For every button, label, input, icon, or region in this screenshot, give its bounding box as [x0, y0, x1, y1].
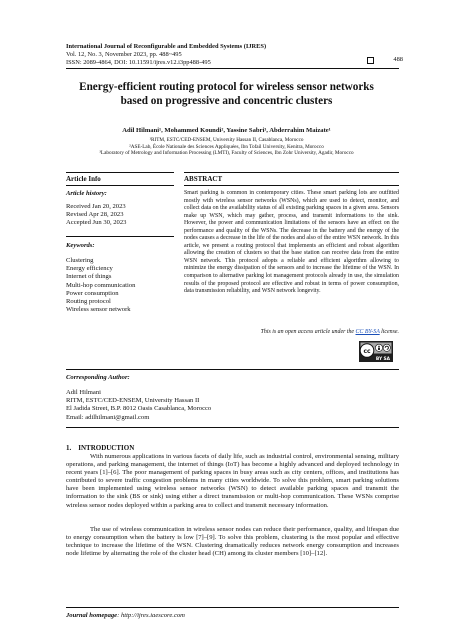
keyword-item: Multi-hop communication	[66, 281, 136, 289]
square-icon	[367, 57, 374, 64]
title-line-1: Energy-efficient routing protocol for wireless sensor networks	[79, 81, 374, 93]
cc-by-sa-badge[interactable]	[359, 341, 393, 362]
keyword-item: Routing protocol	[66, 298, 111, 306]
keywords-list	[66, 257, 135, 314]
title-line-2: based on progressive and concentric clusters	[120, 95, 333, 107]
abstract-text: Smart parking is common in contemporary cities. These smart parking lots are outfitted mostly with wireless sensor networks (WSNs), which are used to detect, monitor, and collect data on the availability status of all existing parking spaces in a given area. Sensors make up WSN, which may gather, process, and transmit informations to the sink. However, the power and communication limitations of the sensors have an effect on the performance and quality of the WSNs. The decrease in the battery and the energy of the nodes causes a decrease in the life of the nodes and also of the entire WSN network. In this article, we present a routing protocol that implements an efficient and robust algorithm allowing the creation of clusters so that the base station can receive data from the entire WSN network. This protocol adopts a reliable and efficient algorithm allowing to minimize the energy dissipation of the sensors and to increase the lifetime of the WSN. In comparison to alternative parking lot management protocols already in use, the simulation results of the proposed protocol are effective and robust in terms of power consumption, data transmission reliability, and WSN network longevity.	[184, 190, 399, 295]
paper-title	[50, 80, 403, 108]
abstract-mid-rule	[184, 185, 399, 186]
corresponding-bottom-rule	[66, 427, 399, 428]
journal-issn: ISSN: 2089-4864, DOI: 10.11591/ijres.v12.i3pp488-495	[66, 59, 211, 66]
history-received: Received Jan 20, 2023	[66, 203, 126, 210]
corresponding-address: El Jadida Street, B.P. 8012 Oasis Casablanca, Morocco	[66, 405, 212, 413]
keyword-item: Wireless sensor network	[66, 306, 131, 314]
cc-by-text: BY	[375, 357, 383, 362]
info-top-rule	[66, 172, 174, 173]
homepage-label: Journal homepage	[66, 612, 118, 619]
homepage-url[interactable]: : http://ijres.iaescore.com	[117, 612, 185, 619]
affiliation-2: ²ASE-Lab, École Nationale des Sciences Appliquées, Ibn Tofail University, Kenitra, Morocco	[129, 143, 324, 150]
footer-rule	[66, 607, 399, 608]
affiliation-1: ¹RITM, ESTC/CED-ENSEM, University Hassan II, Casablanca, Morocco	[149, 137, 304, 143]
corresponding-details	[66, 389, 211, 422]
info-mid-rule	[66, 185, 174, 186]
license-prefix: This is an open access article under the	[260, 329, 356, 335]
page-number: 488	[393, 56, 403, 63]
keyword-item: Power consumption	[66, 289, 119, 297]
abstract-top-rule	[184, 172, 399, 173]
corresponding-name: Adil Hilmani	[66, 389, 101, 396]
keywords-heading: Keywords:	[66, 242, 95, 249]
history-accepted: Accepted Jun 30, 2023	[66, 219, 127, 227]
affiliation-3: ³Laboratory of Metrology and Information Processing (LMTI), Faculty of Sciences, Ibn Zohr University, Agadir, Morocco	[99, 150, 354, 156]
introduction-heading: 1. INTRODUCTION	[66, 444, 135, 452]
corresponding-heading: Corresponding Author:	[66, 374, 130, 381]
authors: Adil Hilmani¹, Mohammed Koundi², Yassine Sabri³, Abderrahim Maizate¹	[122, 127, 331, 134]
keyword-item: Internet of things	[66, 273, 112, 281]
license-suffix: license.	[379, 329, 399, 335]
introduction-paragraph-1: With numerous applications in various facets of daily life, such as industrial control, environmental sensing, military operations, and parking management, the internet of things (IoT) has become a highly advanced and deployed technology in recent years [1]–[6]. The poor management of parking spaces in busy areas such as city centers, offices, and institutions has contributed to severe traffic congestion problems in many cities worldwide. To solve this problem, smart parking solutions have been implemented using wireless sensor networks (WSN) to detect available parking spaces and transmit the information to the sink (BS or sink) using either a direct transmission or multi-hop communication. These WSNs comprise wireless sensor nodes deployed within a parking area to collect and transmit necessary information.	[66, 453, 399, 509]
corresponding-top-rule	[66, 369, 399, 370]
cc-sa-text: SA	[383, 357, 391, 362]
cc-text: cc	[363, 347, 371, 355]
keyword-item: Energy efficiency	[66, 265, 113, 273]
journal-homepage	[66, 612, 185, 619]
introduction-paragraph-2: The use of wireless communication in wireless sensor nodes can reduce their performance, quality, and lifespan due to energy consumption when the battery is low [7]–[9]. To solve this problem, clustering is the most popular and effective technique to increase the lifetime of the WSN. Clustering dramatically reduces network energy consumption and increases node lifetime by alternating the role of the cluster head (CH) among its cluster members [10]–[12].	[66, 526, 399, 558]
keywords-rule	[66, 236, 174, 237]
history-heading: Article history:	[66, 190, 107, 197]
corresponding-email: Email: adilhilmani@gmail.com	[66, 413, 150, 421]
journal-volume: Vol. 12, No. 3, November 2023, pp. 488~495	[66, 51, 182, 58]
license-link[interactable]: CC BY-SA	[355, 329, 380, 335]
corresponding-affiliation: RITM, ESTC/CED-ENSEM, University Hassan II	[66, 397, 200, 405]
article-info-heading: Article Info	[66, 175, 101, 183]
abstract-heading: ABSTRACT	[184, 175, 223, 183]
license-note	[184, 329, 399, 335]
keyword-item: Clustering	[66, 257, 94, 264]
history-revised: Revised Apr 28, 2023	[66, 211, 124, 219]
cc-logo-icon	[359, 341, 393, 362]
header-rule	[66, 68, 399, 69]
journal-name: International Journal of Reconfigurable and Embedded Systems (IJRES)	[66, 43, 267, 50]
history-list	[66, 203, 126, 228]
